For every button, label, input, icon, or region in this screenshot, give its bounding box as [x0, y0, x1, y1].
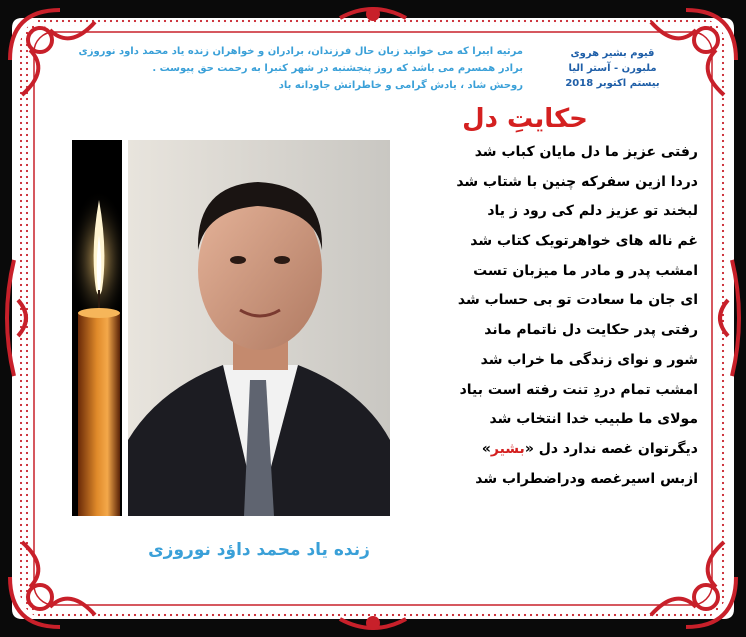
poem-line: لبخند تو عزیز دلم کی رود ز یاد	[487, 203, 698, 220]
poem-line-with-poet-name	[398, 435, 698, 465]
poem-line: دردا ازین سفرکه چنین با شتاب شد	[456, 173, 698, 190]
poem-line-part: دیگرتوان غصه ندارد دل «	[524, 440, 698, 457]
poem-line: غم ناله های خواهرتویک کتاب شد	[470, 233, 698, 250]
poem-title: حکایتِ دل	[462, 104, 588, 134]
dedication-text	[78, 43, 523, 94]
poem-line: مولای ما طبیب خدا انتخاب شد	[489, 411, 698, 428]
dedication-line: روحش شاد ، یادش گرامی و خاطراتش جاودانه باد	[278, 80, 523, 91]
portrait-photo	[128, 140, 390, 516]
author-name: قیوم بشیر هروی	[570, 48, 655, 59]
poet-name: بشیر	[490, 440, 525, 457]
poem-line: رفتی پدر حکایت دل ناتمام ماند	[484, 322, 698, 339]
candle-image	[72, 140, 122, 516]
author-date: بیستم اکتوبر 2018	[565, 78, 660, 89]
poem-body	[398, 138, 698, 494]
poem-line: امشب تمام دردِ تنت رفته است بیاد	[459, 381, 698, 398]
poem-line: امشب پدر و مادر ما میزبان تست	[473, 262, 698, 279]
author-location: ملبورن - آستر الیا	[568, 63, 657, 74]
poem-line: شور و نوای زندگی ما خراب شد	[480, 351, 698, 368]
dedication-line: برادر همسرم می باشد که روز پنجشنبه در شهر کنبرا به رحمت حق پیوست .	[152, 63, 523, 74]
poem-line-part: »	[481, 440, 491, 457]
poem-line: ای جان ما سعادت تو بی حساب شد	[457, 292, 698, 309]
poem-line: رفتی عزیز ما دل مایان کباب شد	[474, 144, 698, 160]
dedication-line: مرثیه ایبرا که می خوانید زبان حال فرزندان، برادران و خواهران زنده یاد محمد داود نوروزی	[78, 46, 523, 57]
poem-line: ازبس اسیرغصه ودراضطراب شد	[475, 470, 698, 487]
author-block	[560, 46, 665, 91]
portrait-caption: زنده یاد محمد داؤد نوروزی	[148, 540, 370, 560]
